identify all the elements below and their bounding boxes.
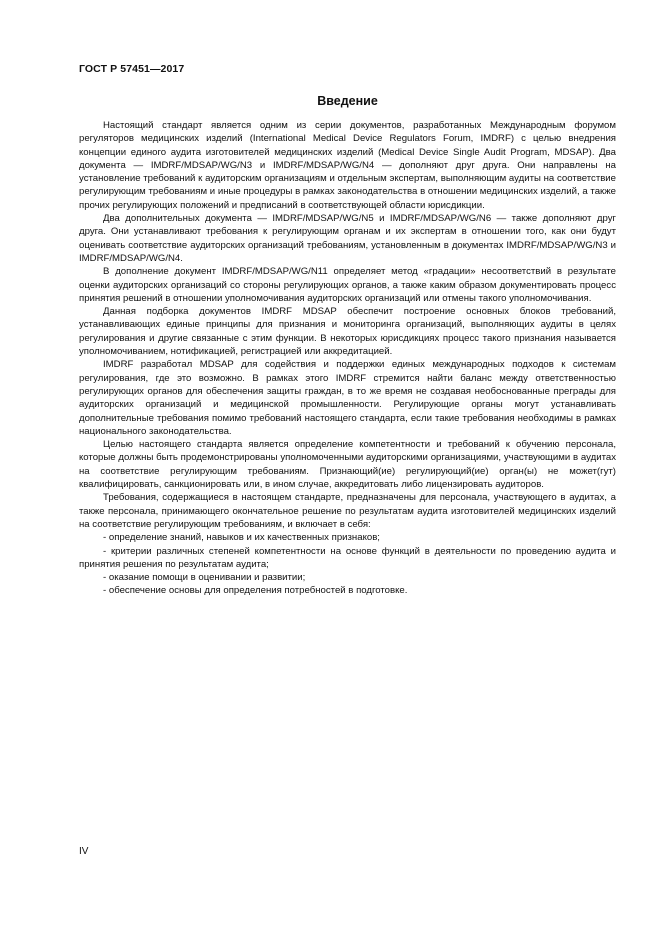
paragraph: Настоящий стандарт является одним из серии документов, разработанных Международным форумом регуляторов медицинских изделий (International Medical Device Regulators Forum, IMDRF) с целью внедрения концепции единого аудита изготовителей медицинских изделий (Medical Device Single Audit Program, MDSAP). Два документа — IMDRF/MDSAP/WG/N3 и IMDRF/MDSAP/WG/N4 — дополняют друг друга. Они направлены на установление требований к аудиторским организациям и отдельным экспертам, выполняющим аудиты на соответствие регулирующим требованиям и иные процедуры в рамках законодательства в отношении медицинских изделий, а также прочих регулирующих положений и предписаний в соответствующей области юрисдикции.	[79, 120, 616, 211]
requirements-list	[79, 531, 616, 597]
list-item: - обеспечение основы для определения потребностей в подготовке.	[103, 585, 408, 597]
paragraph: Данная подборка документов IMDRF MDSAP обеспечит построение основных блоков требований, устанавливающих единые принципы для признания и мониторинга организаций, выполняющих аудиты в целях регулирования и другие связанные с этим функции. В некоторых юрисдикциях процесс такого признания называется уполномочиванием, нотификацией, регистрацией или аккредитацией.	[79, 306, 616, 358]
paragraph: Два дополнительных документа — IMDRF/MDSAP/WG/N5 и IMDRF/MDSAP/WG/N6 — также дополняют друг друга. Они устанавливают требования к регулирующим органам и их экспертам в отношении того, как они будут оценивать соответствие аудиторских организаций требованиям, установленным в документах IMDRF/MDSAP/WG/N3 и IMDRF/MDSAP/WG/N4.	[79, 213, 616, 264]
paragraph: Требования, содержащиеся в настоящем стандарте, предназначены для персонала, участвующего в аудитах, а также персонала, принимающего окончательное решение по результатам аудита изготовителей медицинских изделий на соответствие регулирующим требованиям, и включает в себя:	[79, 492, 616, 530]
list-item: - оказание помощи в оценивании и развитии;	[103, 572, 306, 584]
paragraph: IMDRF разработал MDSAP для содействия и поддержки единых международных подходов к системам регулирования, где это возможно. В рамках этого IMDRF стремится найти баланс между ответственностью регулирующих органов для обеспечения защиты граждан, в то же время не создавая необоснованные преграды для аудиторских организаций и медицинской промышленности. Регулирующие органы могут устанавливать дополнительные требования помимо требований настоящего стандарта, если такие требования необходимы в рамках национального законодательства.	[79, 359, 616, 437]
list-item: - определение знаний, навыков и их качественных признаков;	[103, 532, 380, 544]
paragraph: Целью настоящего стандарта является определение компетентности и требований к обучению персонала, которые должны быть продемонстрированы уполномоченными аудиторскими организациями, участвующими в аудитах на соответствие регулирующим требованиям. Признающий(ие) регулирующий(ие) орган(ы) не может(гут) квалифицировать, санкционировать или, в ином случае, аккредитовать либо лицензировать аудиторов.	[79, 439, 616, 491]
body-text	[79, 119, 616, 598]
page-number: IV	[79, 846, 89, 857]
document-header: ГОСТ Р 57451—2017	[79, 63, 185, 75]
list-item: - критерии различных степеней компетентности на основе функций в деятельности по проведению аудита и принятия решения по результатам аудита;	[79, 545, 616, 570]
paragraph: В дополнение документ IMDRF/MDSAP/WG/N11 определяет метод «градации» несоответствий в результате оценки аудиторских организаций со стороны регулирующих органов, а также каким образом документировать процесс принятия решений в отношении уполномочивания аудиторских организаций или отмены такого уполномочивания.	[79, 266, 616, 304]
section-title: Введение	[317, 94, 378, 108]
